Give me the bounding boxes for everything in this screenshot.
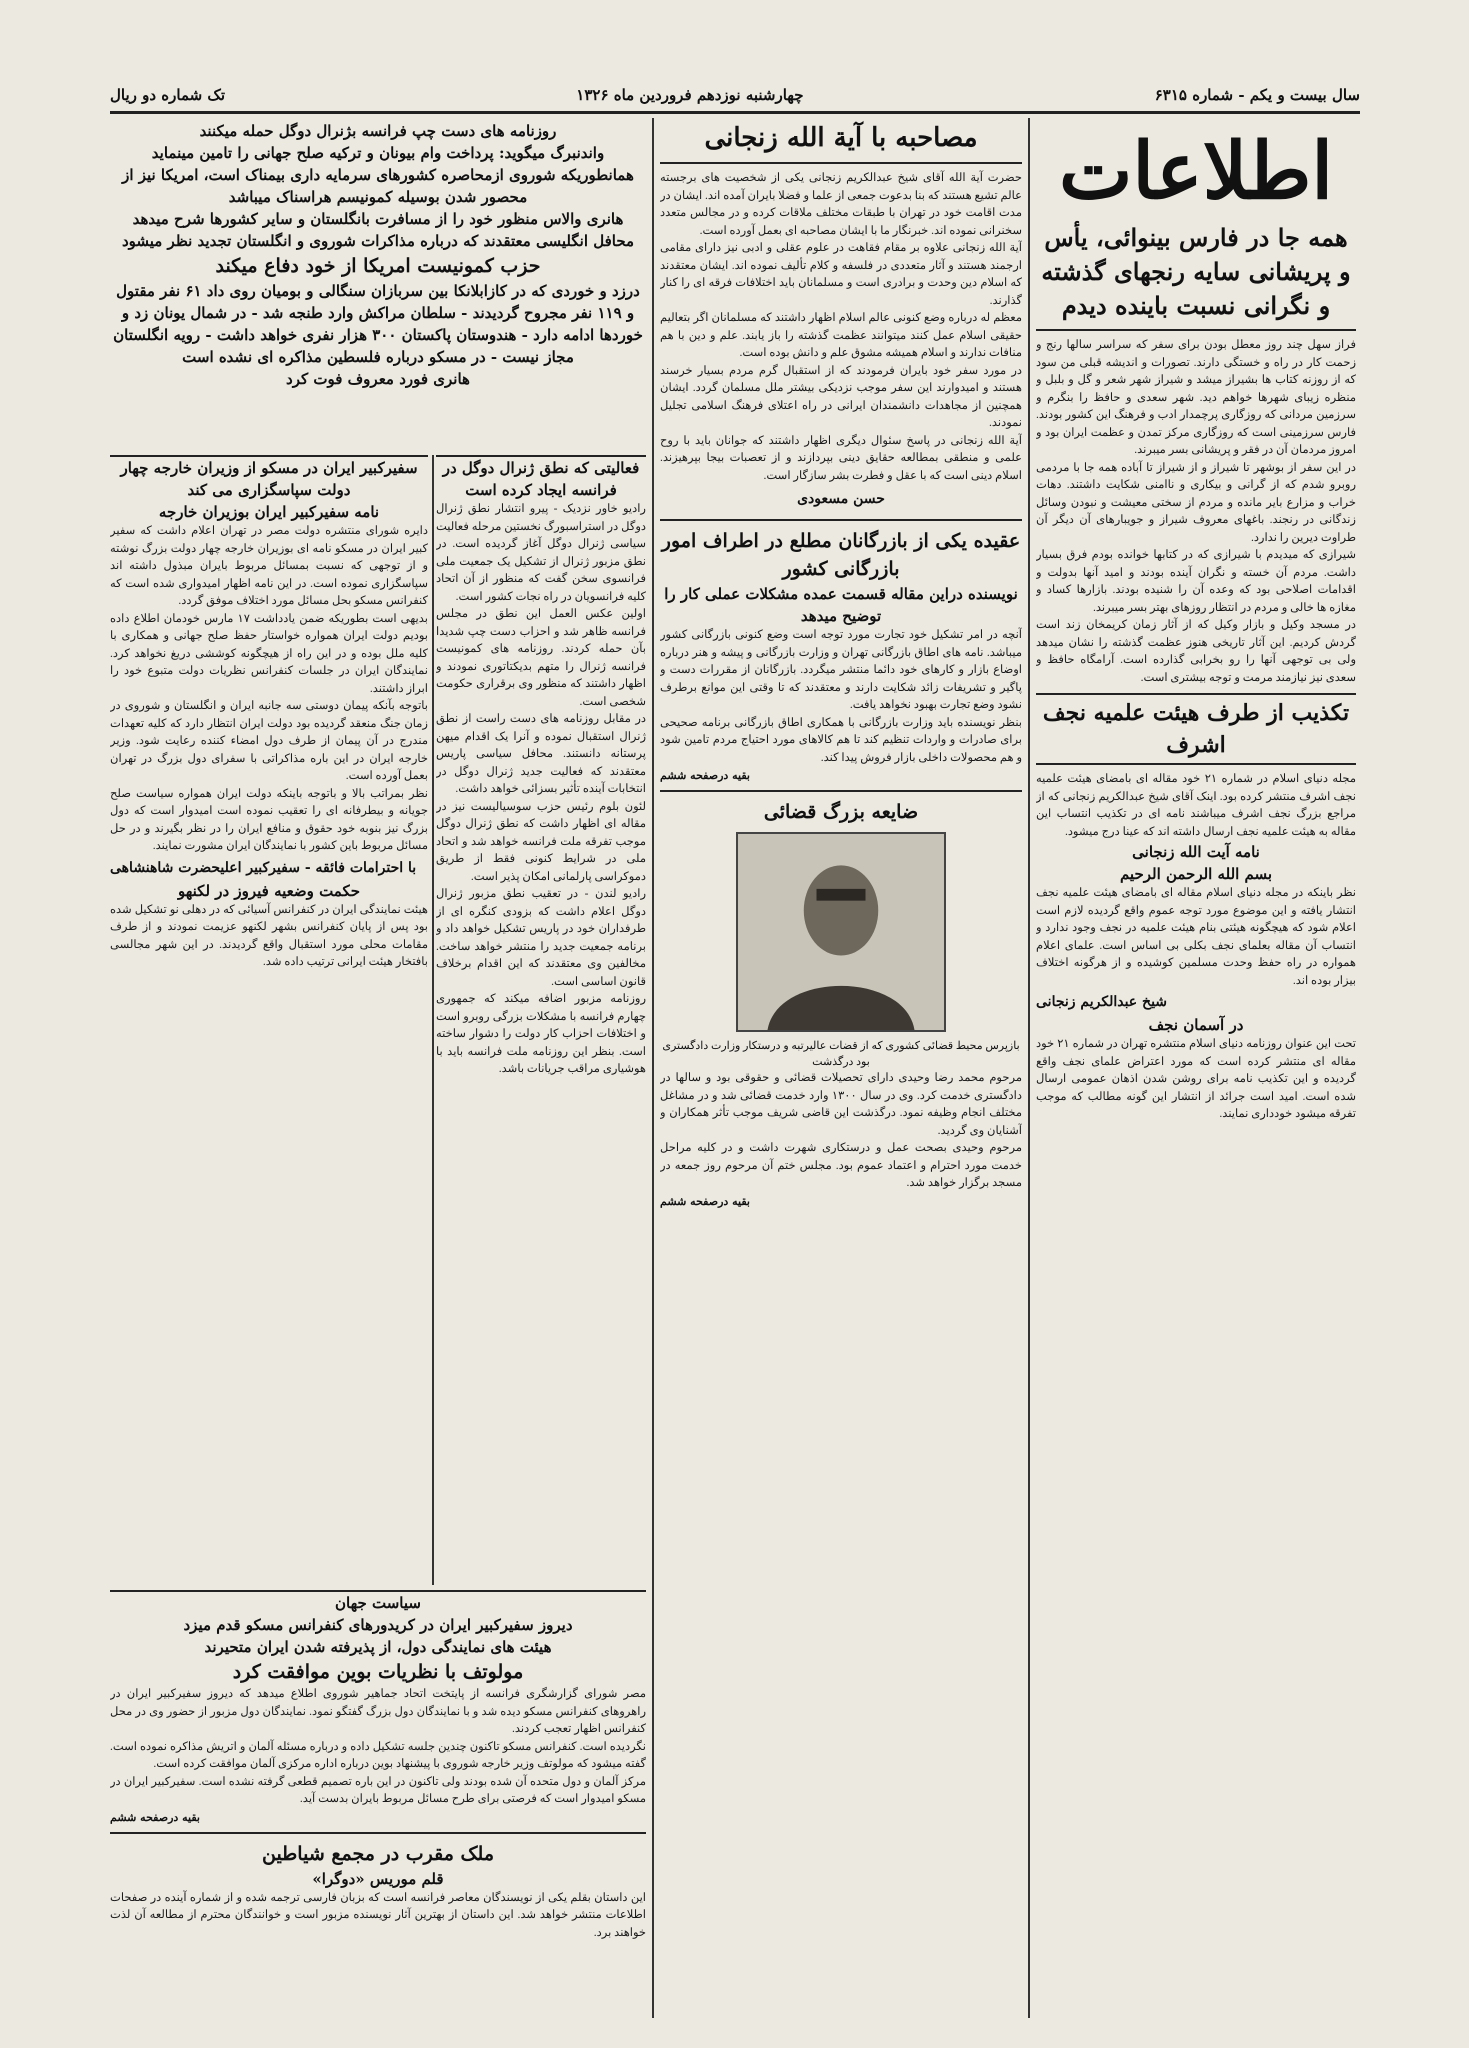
article-paragraph: رادیو خاور نزدیک - پیرو انتشار نطق ژنرال دوگل در استراسبورگ نخستین مرحله فعالیت سیاسی ژنرال دوگل آغاز گردیده است. در نطق مزبور ژنرال از تشکیل یک جمعیت ملی فرانسوی سخن گفت که منظور از آن اتحاد کلیه فرانسویان در راه نجات کشور است.	[436, 503, 646, 603]
headline-commerce: عقیده یکی از بازرگانان مطلع در اطراف امور بازرگانی کشور	[661, 530, 1021, 580]
photo-caption: بازپرس محیط قضائی کشوری که از قضات عالیرتبه و درستکار وزارت دادگستری بود درگذشت	[662, 1040, 1020, 1068]
issue-date: چهارشنبه نوزدهم فروردین ماه ۱۳۲۶	[576, 85, 804, 104]
divider	[660, 162, 1022, 164]
article-paragraph: مصر شورای گزارشگری فرانسه از پایتخت اتحاد جماهیر شوروی اطلاع میدهد که دیروز سفیرکبیر ایران در راهروهای کنفرانس مسکو دیده شد و با نمایندگان دول بزرگ گفتگو نمود. نمایندگان دول مزبور از حضور وی در محل کنفرانس اظهار تعجب کردند.	[110, 1688, 646, 1735]
headline-interview: مصاحبه با آیة الله زنجانی	[704, 123, 978, 153]
column-world-news-headlines	[110, 120, 646, 450]
headline: واندنبرگ میگوید: پرداخت وام بیونان و ترکیه صلح جهانی را تامین مینماید	[151, 144, 605, 162]
column-rule	[652, 118, 654, 2018]
page-header	[110, 78, 1360, 114]
masthead-title: اطلاعات	[1058, 126, 1334, 217]
column-rule	[1028, 118, 1030, 2018]
article-paragraph: آنچه در امر تشکیل خود تجارت مورد توجه است وضع کنونی بازرگانی کشور میباشد. نامه های اطاق بازرگانی تهران و وزارت بازرگانی و پیشه و هنر درباره اوضاع بازار و کارهای خود دائما منتشر میگردد. بازرگانان از مقررات دست و پاگیر و تشریفات زائد شکایت دارند و معتقدند که تا وقتی این موانع برطرف نشود وضع تجارت بهبود نخواهد یافت.	[660, 629, 1022, 711]
subheadline-commerce: نویسنده دراین مقاله قسمت عمده مشکلات عملی کار را توضیح میدهد	[664, 585, 1018, 625]
column-ambassador	[110, 455, 428, 1585]
lead-summary: درزد و خوردی که در کازابلانکا بین سربازان سنگالی و بومیان روی داد ۶۱ نفر مقتول و ۱۱۹ نفر مجروح گردیدند - سلطان مراکش وارد طنجه شد - در شمال یونان زد و خوردها ادامه دارد - هندوستان پاکستان ۳۰۰ هزار نفری خواهد داشت - رویه انگلستان مجاز نیست - در مسکو درباره فلسطین مذاکره ای نشده است	[113, 282, 643, 366]
article-paragraph: مرحوم وحیدی بصحت عمل و درستکاری شهرت داشت و در کلیه مراحل خدمت مورد احترام و اعتماد عموم بود. مجلس ختم آن مرحوم روز جمعه در مسجد برگزار خواهد شد.	[660, 1142, 1022, 1189]
article-paragraph: لئون بلوم رئیس حزب سوسیالیست نیز در مقاله ای اظهار داشت که نطق ژنرال دوگل موجب تفرقه ملت فرانسه خواهد شد و اتحاد ملی در شرایط کنونی فقط از طریق دموکراسی پارلمانی امکان پذیر است.	[436, 800, 646, 883]
article-paragraph: تحت این عنوان روزنامه دنیای اسلام منتشره تهران در شماره ۲۱ خود مقاله ای منتشر کرده است که مورد اعتراض علمای نجف واقع گردیده و این تکذیب نامه برای روشن شدن اذهان عمومی ارسال شده است. امید است جرائد از انتشار این گونه مطالب که موجب تفرقه میشود خودداری نمایند.	[1036, 1038, 1356, 1120]
headline: فعالیتی که نطق ژنرال دوگل در فرانسه ایجاد کرده است	[442, 459, 640, 499]
column-de-gaulle	[436, 455, 646, 1585]
article-paragraph: مرکز آلمان و دول متحده آن شده بودند ولی تاکنون در این باره تصمیم قطعی گرفته نشده است. سفیرکبیر ایران در مسکو امیدوار است که فرصتی برای طرح مسائل مربوط بایران بدست آید.	[110, 1775, 646, 1805]
article-paragraph: نظر بمراتب بالا و باتوجه باینکه دولت ایران همواره سیاست صلح جویانه و بیطرفانه ای را تعقیب نموده است امیدوار است که دول بزرگ نیز بنوبه خود حقوق و منافع ایران را در نظر بگیرند و در حل مسائل مربوط باین کشور با نمایندگان ایران مشورت نمایند.	[110, 787, 428, 852]
article-paragraph: شیرازی که میدیدم با شیرازی که در کتابها خوانده بودم فرق بسیار داشت. مردم آن خسته و نگران آینده بودند و امید آنها بدولت و اقدامات اصلاحی بود که وعده آن را شنیده بودند. بازارها کساد و مغازه ها خالی و مردم در انتظار روزهای بهتر بسر میبرند.	[1036, 549, 1356, 614]
article-paragraph: در مقابل روزنامه های دست راست از نطق ژنرال استقبال نموده و آنرا یک اقدام میهن پرستانه دانستند. محافل سیاسی پاریس معتقدند که فعالیت جدید ژنرال دوگل در انتخابات آینده تأثیر بسزائی خواهد داشت.	[436, 713, 646, 795]
continued-note: بقیه درصفحه ششم	[660, 769, 750, 782]
section-label: سیاست جهان	[335, 1594, 421, 1612]
article-paragraph: رادیو لندن - در تعقیب نطق مزبور ژنرال دوگل اعلام داشت که بزودی کنگره ای از طرفداران خود در پاریس تشکیل خواهد داد و برنامه جمعیت جدید را منتشر خواهد ساخت. مخالفین وی معتقدند که این اقدام برخلاف قانون اساسی است.	[436, 888, 646, 988]
headline: روزنامه های دست چپ فرانسه بژنرال دوگل حمله میکنند	[199, 122, 557, 140]
headline: هانری والاس منظور خود را از مسافرت بانگلستان و سایر کشورها شرح میدهد	[132, 210, 624, 228]
article-paragraph: این داستان بقلم یکی از نویسندگان معاصر فرانسه است که بزبان فارسی ترجمه شده و از شماره آینده در صفحات اطلاعات منتشر خواهد شد. این داستان از بهترین آثار نویسنده مزبور است و خوانندگان محترم از مطالعه آن لذت خواهند برد.	[110, 1891, 646, 1939]
divider	[660, 519, 1022, 521]
letter-heading: نامه آیت الله زنجانی	[1132, 843, 1260, 861]
article-paragraph: در مسجد وکیل و بازار وکیل که از آثار زمان کریمخان زند است گردش کردیم. این آثار تاریخی هنوز عظمت گذشته را نشان میدهد ولی بی توجهی آنها را رو بخرابی گذارده است. آرامگاه حافظ و سعدی نیز نیازمند مرمت و توجه بیشتری است.	[1036, 619, 1356, 684]
letter-signoff: با احترامات فائقه - سفیرکبیر اعلیحضرت شاهنشاهی	[110, 859, 417, 876]
lead-summary: هانری فورد معروف فوت کرد	[286, 370, 470, 388]
article-paragraph: فراز سهل چند روز معطل بودن برای سفر که سراسر سالها رنج و زحمت کار در راه و خستگی دارند. تصورات و اندیشه قبلی من سود که از روزنه کتاب ها بشیراز میشد و شیراز شهر شعر و گل و بلبل و منظره زیبای شهرها خواهم دید. شهر سعدی و حافظ را بنگرم و سرزمین مردانی که روزگاری پرچمدار ادب و فرهنگ این کشور بودند. فارس سرزمینی است که روزگاری مرکز تمدن و عظمت ایران بود و امروز مردمان آن در فقر و پریشانی بسر میبرند.	[1036, 339, 1356, 456]
divider	[110, 1832, 646, 1834]
column-interview	[660, 120, 1022, 2010]
article-paragraph: مجله دنیای اسلام در شماره ۲۱ خود مقاله ای بامضای هیئت علمیه نجف اشرف منتشر کرده بود. اینک آقای شیخ عبدالکریم زنجانی که از مراجع بزرگ نجف اشرف میباشند نامه ای در تکذیب انتساب این مقاله به هیئت علمیه نجف ارسال داشته اند که عینا درج میشود.	[1036, 773, 1356, 838]
article-paragraph: بدیهی است بطوریکه ضمن یادداشت ۱۷ مارس خودمان اطلاع داده بودیم دولت ایران همواره خواستار حفظ صلح جهانی و همکاری با کلیه ملل بوده و در این راه از هیچگونه کوششی دریغ نخواهد کرد. نمایندگان ایران در جلسات کنفرانس نظریات دولت متبوع خود را ابراز داشتند.	[110, 612, 428, 695]
masthead-tagline: همه جا در فارس بینوائی، یأس و پریشانی سایه رنجهای گذشته و نگرانی نسبت باینده دیدم	[1036, 221, 1356, 331]
headline: سفیرکبیر ایران در مسکو از وزیران خارجه چهار دولت سپاسگزاری می کند	[120, 459, 418, 499]
column-masthead	[1036, 120, 1356, 2010]
headline-serial: ملک مقرب در مجمع شیاطین	[261, 1842, 495, 1865]
portrait-photo	[736, 832, 946, 1032]
article-paragraph: بنظر نویسنده باید وزارت بازرگانی با همکاری اطاق بازرگانی برنامه صحیحی برای صادرات و واردات تنظیم کند تا هم کالاهای مورد احتیاج مردم تامین شود و هم محصولات داخلی بازار فروش پیدا کند.	[660, 716, 1022, 764]
headline-main: حزب کمونیست امریکا از خود دفاع میکند	[215, 255, 541, 277]
article-paragraph: روزنامه مزبور اضافه میکند که جمهوری چهارم فرانسه با مشکلات بزرگی روبرو است و اختلافات احزاب کار دولت را دشوار ساخته است. بنظر این روزنامه ملت فرانسه باید با هوشیاری مراقب جریانات باشد.	[436, 993, 646, 1075]
article-paragraph: معظم له درباره وضع کنونی عالم اسلام اظهار داشتند که مسلمانان اگر بتعالیم حقیقی اسلام عمل کنند میتوانند عظمت گذشته را باز یابند. علم و دین با هم منافات ندارند و اسلام همیشه مشوق علم و دانش بوده است.	[660, 312, 1022, 359]
author-signature: حسن مسعودی	[797, 491, 885, 507]
headline: حکمت وضعیه فیروز در لکنهو	[177, 881, 361, 900]
article-paragraph: حضرت آیة الله آقای شیخ عبدالکریم زنجانی یکی از شخصیت های برجسته عالم تشیع هستند که بنا بدعوت جمعی از علما و فضلا بایران آمده اند. ایشان در مدت اقامت خود در تهران با طبقات مختلف ملاقات کرده و در مجالس متعدد سخنرانی نموده اند. خبرنگار ما با ایشان مصاحبه ای بعمل آورده است.	[660, 172, 1022, 237]
issue-number: سال بیست و یکم - شماره ۶۳۱۵	[1154, 85, 1360, 104]
headline-obituary: ضایعه بزرگ قضائی	[763, 801, 919, 823]
article-paragraph: نگردیده است. کنفرانس مسکو تاکنون چندین جلسه تشکیل داده و درباره مسئله آلمان و اتریش مذاکره نموده است. گفته میشود که مولوتف وزیر خارجه شوروی با پیشنهاد بوین درباره اداره مرکزی آلمان موافقت کرده است.	[110, 1740, 646, 1770]
headline-denial: تکذیب از طرف هیئت علمیه نجف اشرف	[1036, 693, 1356, 765]
letter-signature: شیخ عبدالکریم زنجانی	[1036, 994, 1168, 1010]
issue-price: تک شماره دو ریال	[110, 85, 226, 104]
headline: دیروز سفیرکبیر ایران در کریدورهای کنفرانس مسکو قدم میزد	[183, 1616, 573, 1634]
article-paragraph: در مورد سفر خود بایران فرمودند که از استقبال گرم مردم بسیار خرسند هستند و امیدوارند این سفر موجب نزدیکی بیشتر ملل مسلمان گردد. ایشان همچنین از مجاهدات دانشمندان ایرانی در راه اعتلای فرهنگ اسلامی تجلیل نمودند.	[660, 364, 1022, 429]
column-rule	[432, 455, 434, 1585]
article-paragraph: دایره شورای منتشره دولت مصر در تهران اعلام داشت که سفیر کبیر ایران در مسکو نامه ای بوزیران خارجه چهار دولت بزرگ نوشته و از توجهی که نسبت بمسائل مربوط بایران مبذول داشته اند سپاسگزاری نموده است. در این نامه اظهار امیدواری شده است که کنفرانس مسکو بحل مسائل مورد اختلاف موفق گردد.	[110, 525, 428, 607]
continued-note: بقیه درصفحه ششم	[660, 1194, 750, 1208]
headline: هیئت های نمایندگی دول، از پذیرفته شدن ایران متحیرند	[204, 1638, 552, 1656]
article-paragraph: مرحوم محمد رضا وحیدی دارای تحصیلات قضائی و حقوقی بود و سالها در دادگستری خدمت کرد. وی در سال ۱۳۰۰ وارد خدمت قضائی شد و در مشاغل مختلف انجام وظیفه نمود. درگذشت این قاضی شریف موجب تأثر همکاران و آشنایان وی گردید.	[660, 1072, 1022, 1137]
subheadline: نامه سفیرکبیر ایران بوزیران خارجه	[158, 503, 380, 521]
subheading: در آسمان نجف	[1148, 1016, 1244, 1034]
serial-author: قلم موریس «دوگرا»	[312, 1869, 444, 1888]
article-paragraph: نظر باینکه در مجله دنیای اسلام مقاله ای بامضای هیئت علمیه نجف انتشار یافته و این موضوع مورد توجه عموم واقع گردیده لازم است اعلام شود که هیچگونه هیئتی بنام هیئت علمیه در نجف وجود ندارد و انتساب آن مقاله بعلمای نجف بکلی بی اساس است. علمای اعلام همواره در راه حفظ وحدت مسلمین کوشیده و از هرگونه اختلاف بیزار بوده اند.	[1036, 887, 1356, 987]
headline-main: مولوتف با نظریات بوین موافقت کرد	[232, 1661, 524, 1683]
article-paragraph: آیة الله زنجانی در پاسخ سئوال دیگری اظهار داشتند که جوانان باید با روح علمی و منطقی بمطالعه حقایق دینی بپردازند و از تعصبات بیجا بپرهیزند. اسلام دینی است که با عقل و فطرت بشر سازگار است.	[660, 434, 1022, 482]
divider	[660, 790, 1022, 792]
headline: همانطوریکه شوروی ازمحاصره کشورهای سرمایه داری بیمناک است، امریکا نیز از محصور شدن بوسیله کمونیسم هراسناک میباشد	[122, 166, 634, 206]
portrait-illustration	[738, 834, 944, 1030]
article-paragraph: در این سفر از بوشهر تا شیراز و از شیراز تا آباده همه جا با مردمی روبرو شدم که از گرانی و بیکاری و ناامنی شکایت داشتند. دهات خراب و مزارع بایر مانده و مردم از سختی معیشت و نبودن وسائل زندگانی در رنجند. باغهای معروف شیراز و جویبارهای آن دیگر آن طراوت دیرین را ندارد.	[1036, 461, 1356, 544]
headline: محافل انگلیسی معتقدند که درباره مذاکرات شوروی و انگلستان تجدید نظر میشود	[121, 232, 635, 250]
article-paragraph: آیة الله زنجانی علاوه بر مقام فقاهت در علوم عقلی و ادبی نیز دارای مقامی ارجمند هستند و آثار متعددی در فلسفه و کلام تألیف نموده اند. ایشان معتقدند که اسلام دین وحدت و برادری است و مسلمانان باید اختلافات فرقه ای را کنار گذارند.	[660, 242, 1022, 307]
article-paragraph: هیئت نمایندگی ایران در کنفرانس آسیائی که در دهلی نو تشکیل شده بود پس از پایان کنفرانس بشهر لکنهو عزیمت نمودند و از طرف مقامات محلی مورد استقبال واقع گردیدند. در این شهر مجالسی بافتخار هیئت ایرانی ترتیب داده شد.	[110, 903, 428, 968]
letter-opening: بسم الله الرحمن الرحیم	[1119, 865, 1273, 883]
continued-note: بقیه درصفحه ششم	[110, 1810, 200, 1824]
article-paragraph: اولین عکس العمل این نطق در مجلس فرانسه ظاهر شد و احزاب دست چپ شدیدا بآن حمله کردند. روزنامه های کمونیست فرانسه ژنرال را متهم بدیکتاتوری نمودند و اظهار داشتند که منظور وی برقراری حکومت شخصی است.	[436, 608, 646, 708]
column-moscow-conference	[110, 1590, 646, 2030]
article-paragraph: باتوجه بآنکه پیمان دوستی سه جانبه ایران و انگلستان و شوروی در زمان جنگ منعقد گردیده بود دولت ایران انتظار دارد که کلیه تعهدات مندرج در آن پیمان از طرف دول امضاء کننده رعایت شود. وزیر خارجه ایران در این باره مذاکراتی با سفرای دول بزرگ در تهران بعمل آورده است.	[110, 700, 428, 782]
